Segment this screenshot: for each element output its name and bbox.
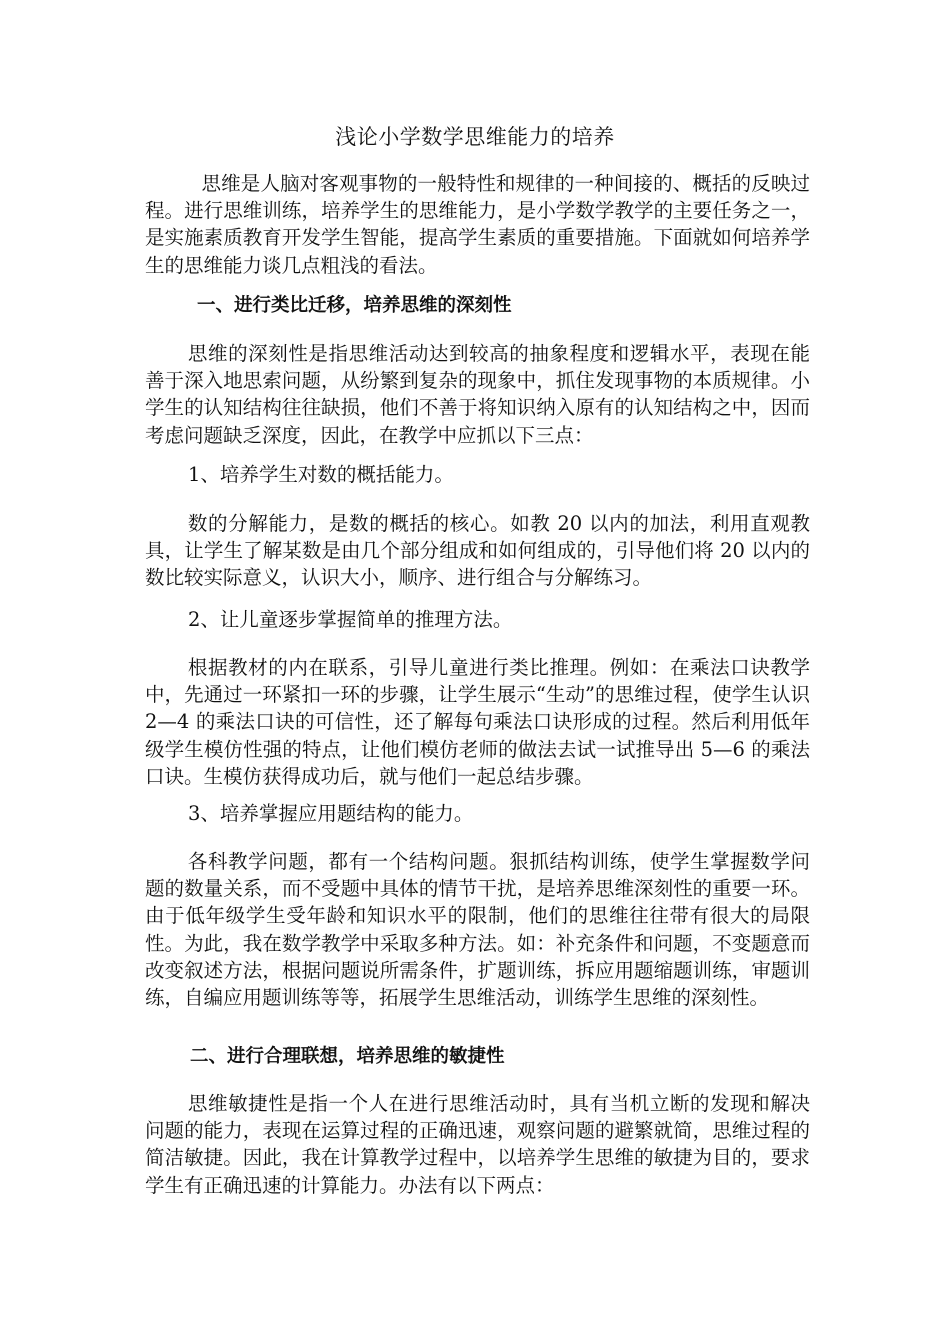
intro-paragraph: 思维是人脑对客观事物的一般特性和规律的一种间接的、概括的反映过程。进行思维训练，培养学生的思维能力，是小学数学教学的主要任务之一，是实施素质教育开发学生智能，提高学生素质的重要措施。下面就如何培养学生的思维能力谈几点粗浅的看法。: [145, 172, 810, 277]
point-3-paragraph: 各科教学问题，都有一个结构问题。狠抓结构训练，使学生掌握数学问题的数量关系，而不受题中具体的情节干扰，是培养思维深刻性的重要一环。由于低年级学生受年龄和知识水平的限制，他们的思维往往带有很大的局限性。为此，我在数学教学中采取多种方法。如：补充条件和问题，不变题意而改变叙述方法，根据问题说所需条件，扩题训练，拆应用题缩题训练，审题训练，自编应用题训练等等，拓展学生思维活动，训练学生思维的深刻性。: [145, 850, 810, 1010]
point-3-heading: 3、培养掌握应用题结构的能力。: [188, 802, 474, 825]
section-2-paragraph: 思维敏捷性是指一个人在进行思维活动时，具有当机立断的发现和解决问题的能力，表现在运算过程的正确迅速，观察问题的避繁就简，思维过程的简洁敏捷。因此，我在计算教学过程中，以培养学生思维的敏捷为目的，要求学生有正确迅速的计算能力。办法有以下两点：: [145, 1092, 810, 1197]
point-2-paragraph: 根据教材的内在联系，引导儿童进行类比推理。例如：在乘法口诀教学中，先通过一环紧扣一环的步骤，让学生展示“生动”的思维过程，使学生认识 2—4 的乘法口诀的可信性，还了解每句乘法口诀形成的过程。然后利用低年级学生模仿性强的特点，让他们模仿老师的做法去试一试推导出 5—6 的乘法口诀。生模仿获得成功后，就与他们一起总结步骤。: [145, 656, 810, 788]
point-1-heading: 1、培养学生对数的概括能力。: [188, 463, 454, 486]
point-2-heading: 2、让儿童逐步掌握简单的推理方法。: [188, 608, 513, 631]
point-1-paragraph: 数的分解能力，是数的概括的核心。如教 20 以内的加法，利用直观教具，让学生了解某数是由几个部分组成和如何组成的，引导他们将 20 以内的数比较实际意义，认识大小，顺序、进行组合与分解练习。: [145, 512, 810, 590]
section-2-heading: 二、进行合理联想，培养思维的敏捷性: [190, 1046, 505, 1067]
document-title: 浅论小学数学思维能力的培养: [335, 125, 615, 149]
section-1-paragraph: 思维的深刻性是指思维活动达到较高的抽象程度和逻辑水平，表现在能善于深入地思索问题，从纷繁到复杂的现象中，抓住发现事物的本质规律。小学生的认知结构往往缺损，他们不善于将知识纳入原有的认知结构之中，因而考虑问题缺乏深度，因此，在教学中应抓以下三点：: [145, 342, 810, 447]
section-1-heading: 一、进行类比迁移，培养思维的深刻性: [197, 295, 512, 316]
